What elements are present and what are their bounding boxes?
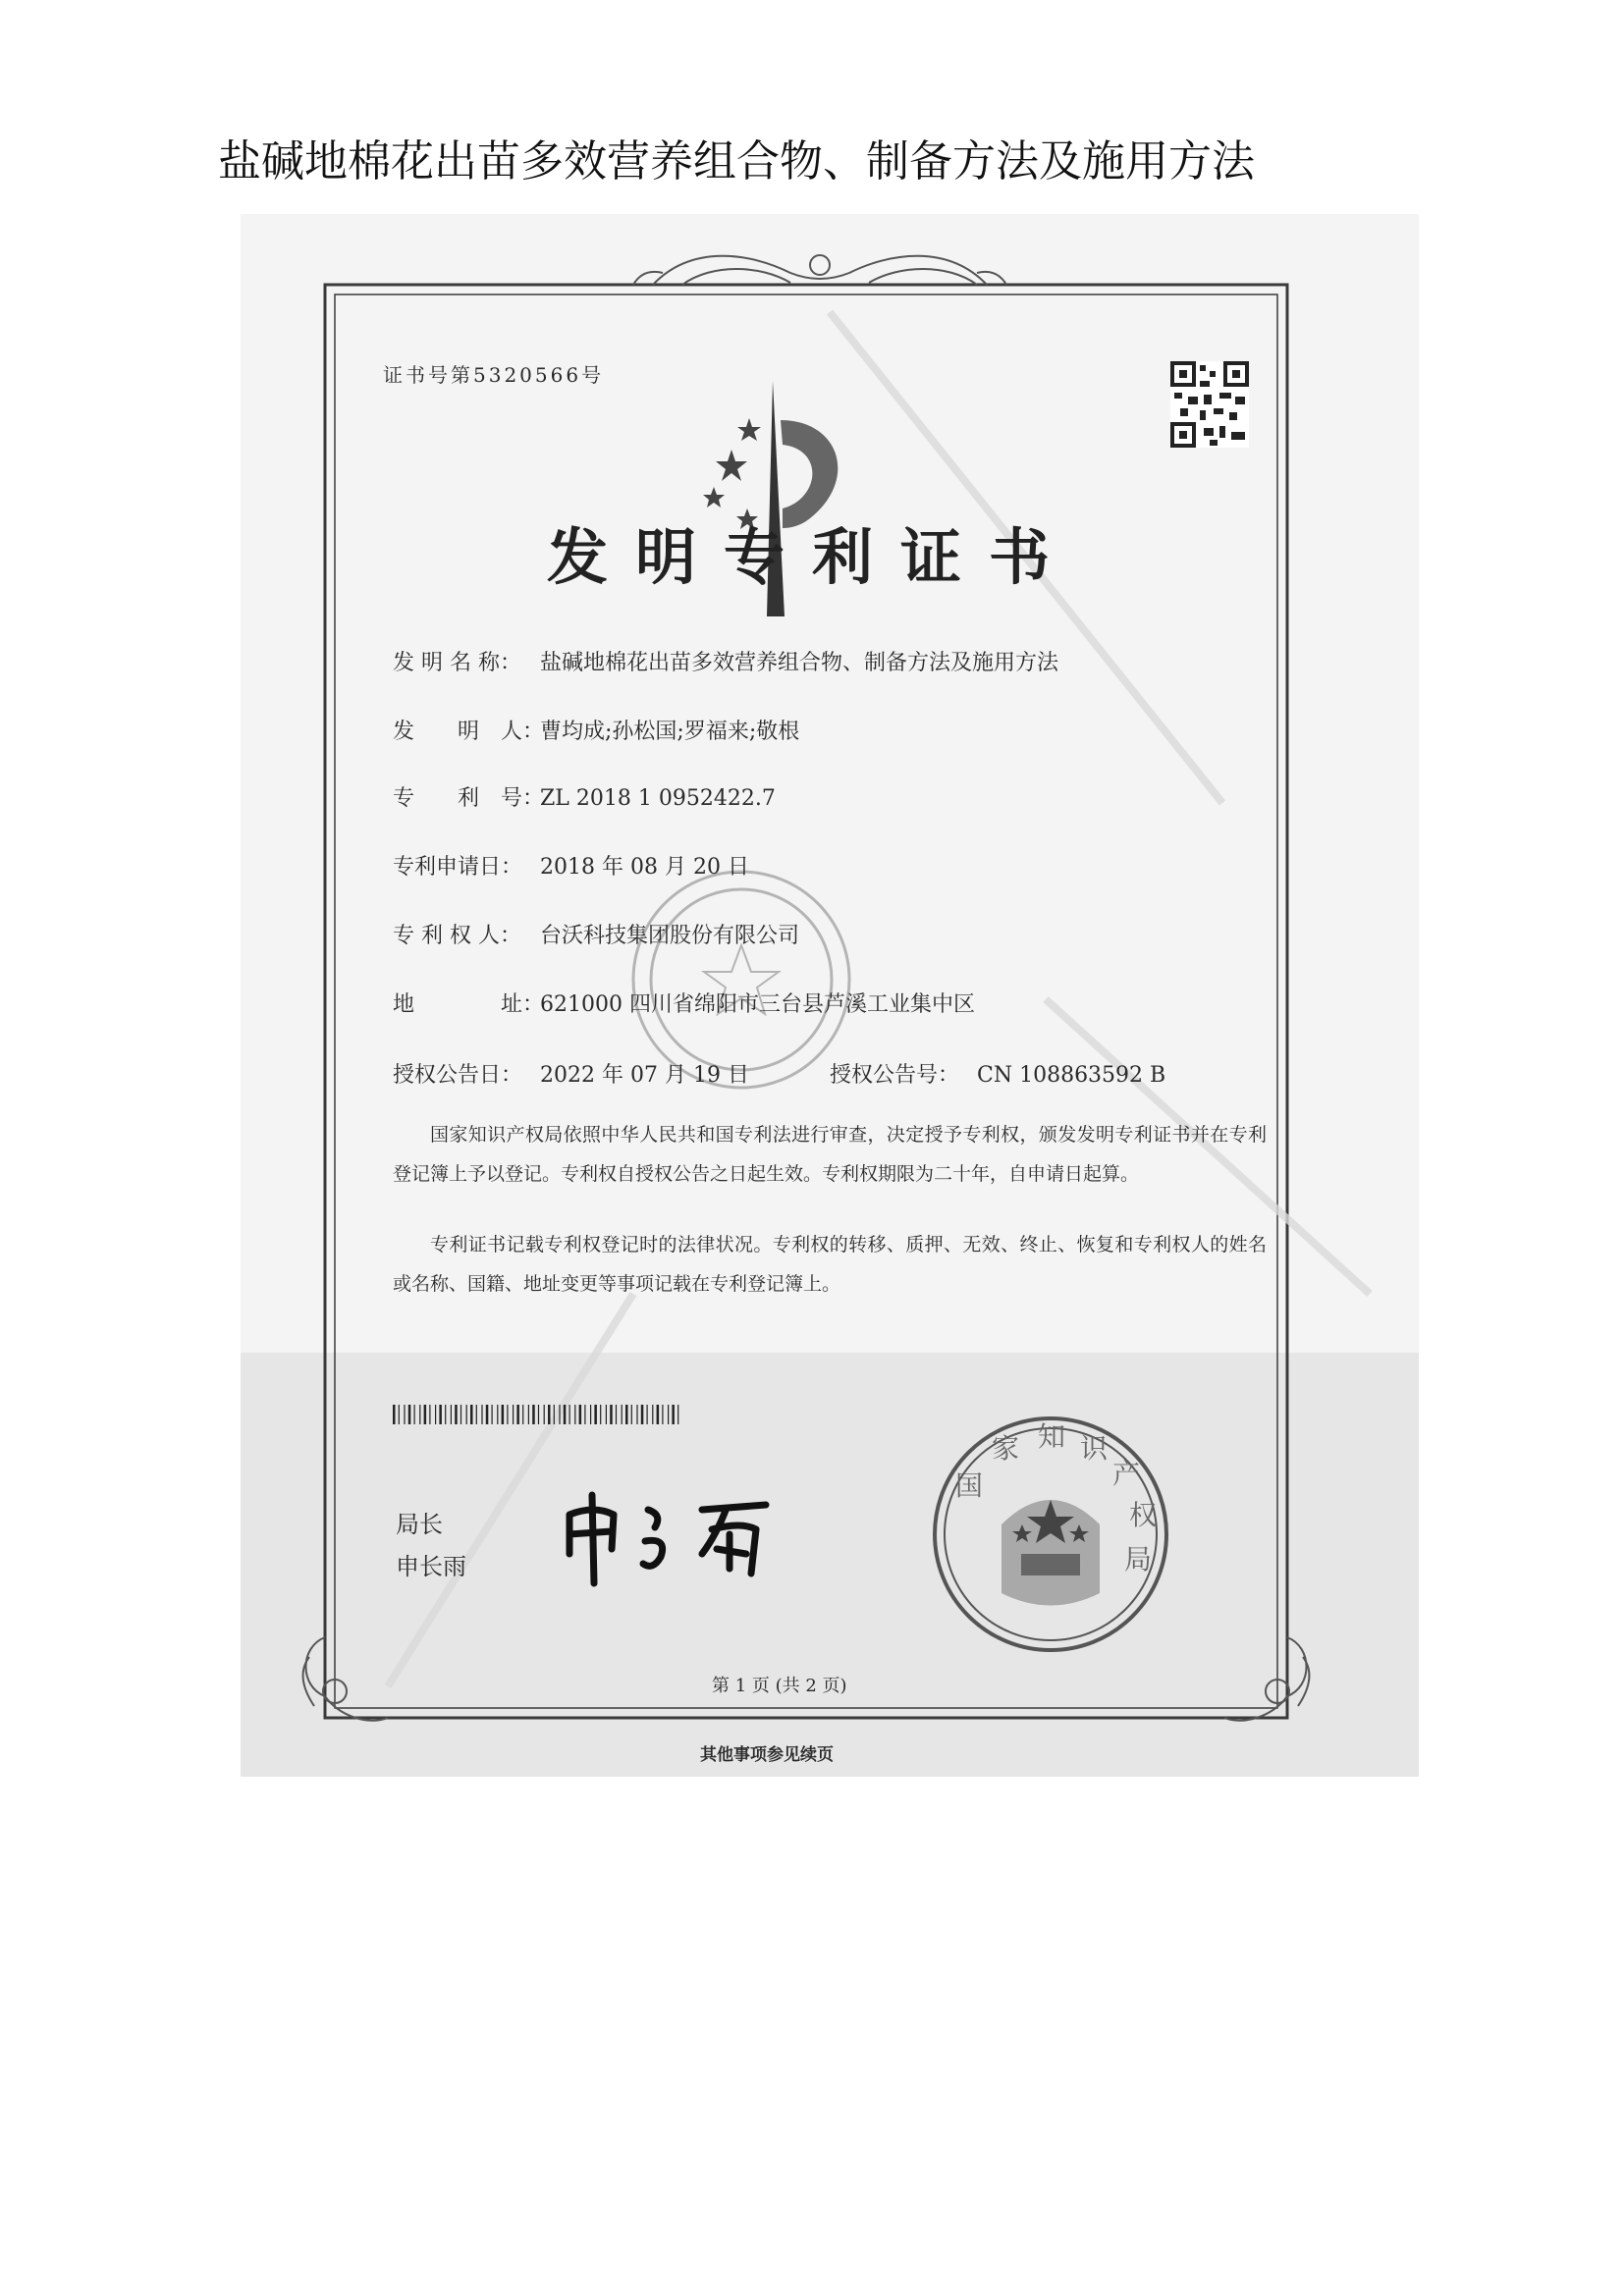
barcode-bar [497, 1405, 498, 1424]
signatory-title: 局长 [396, 1511, 443, 1538]
barcode-bar [439, 1405, 442, 1424]
barcode-bar [668, 1405, 669, 1424]
field-grant-date [393, 1058, 749, 1089]
barcode-bar [569, 1405, 570, 1424]
field-patent-holder [393, 919, 799, 949]
field-label: 专 利 号： [393, 786, 545, 811]
barcode-bar [460, 1405, 461, 1424]
barcode-bar [559, 1405, 560, 1424]
barcode-bar [445, 1405, 446, 1424]
field-value: 盐碱地棉花出苗多效营养组合物、制备方法及施用方法 [540, 651, 1059, 675]
barcode-bar [662, 1405, 663, 1424]
barcode-bar [476, 1405, 477, 1424]
barcode-bar [470, 1405, 473, 1424]
barcode-bar [516, 1405, 519, 1424]
barcode-bar [610, 1405, 613, 1424]
barcode-bar [600, 1405, 601, 1424]
barcode-bar [564, 1405, 567, 1424]
field-label: 专利申请日： [393, 855, 523, 880]
svg-text:权: 权 [1129, 1499, 1158, 1531]
barcode-bar [538, 1405, 539, 1424]
field-invention-title [393, 646, 1058, 676]
barcode-bar [606, 1405, 607, 1424]
barcode-bar [502, 1405, 504, 1424]
barcode-bar [631, 1405, 632, 1424]
barcode-bar [625, 1405, 628, 1424]
barcode-icon [393, 1405, 682, 1424]
certificate-heading: 发明专利证书 [547, 521, 1078, 593]
barcode-bar [451, 1405, 452, 1424]
footer-note: 其他事项参见续页 [700, 1745, 834, 1765]
barcode-bar [544, 1405, 545, 1424]
handwritten-signature-icon [555, 1480, 810, 1588]
barcode-bar [652, 1405, 653, 1424]
field-value: 曹均成;孙松国;罗福来;敬根 [540, 720, 800, 744]
barcode-bar [622, 1405, 623, 1424]
field-value: 台沃科技集团股份有限公司 [540, 924, 800, 948]
barcode-bar [532, 1405, 535, 1424]
field-value: ZL 2018 1 0952422.7 [540, 786, 776, 811]
svg-text:局: 局 [1124, 1543, 1153, 1575]
field-label: 专 利 权 人： [393, 924, 521, 948]
barcode-bar [424, 1405, 427, 1424]
signatory-name: 申长雨 [396, 1553, 466, 1580]
qr-code-icon [1170, 361, 1249, 448]
barcode-bar [672, 1405, 675, 1424]
barcode-bar [590, 1405, 591, 1424]
certificate-paragraph: 国家知识产权局依照中华人民共和国专利法进行审查，决定授予专利权，颁发发明专利证书并在专利登记簿上予以登记。专利权自授权公告之日起生效。专利权期限为二十年，自申请日起算。 [393, 1124, 1267, 1185]
barcode-bar [641, 1405, 644, 1424]
document-title: 盐碱地棉花出苗多效营养组合物、制备方法及施用方法 [218, 136, 1255, 187]
field-value: 2018 年 08 月 20 日 [540, 855, 749, 880]
barcode-bar [584, 1405, 585, 1424]
field-label: 授权公告日： [393, 1063, 523, 1088]
barcode-bar [574, 1405, 575, 1424]
certificate-number: 证书号第5320566号 [383, 363, 605, 387]
barcode-bar [399, 1405, 400, 1424]
field-filing-date [393, 850, 749, 881]
field-label: 地 址： [393, 992, 545, 1017]
barcode-bar [636, 1405, 637, 1424]
barcode-bar [522, 1405, 523, 1424]
national-seal-icon [928, 1407, 1173, 1662]
barcode-bar [408, 1405, 411, 1424]
certificate-scan [241, 214, 1419, 1777]
barcode-bar [554, 1405, 555, 1424]
barcode-bar [647, 1405, 648, 1424]
certificate-paragraph: 专利证书记载专利权登记时的法律状况。专利权的转移、质押、无效、终止、恢复和专利权人的姓名或名称、国籍、地址变更等事项记载在专利登记簿上。 [393, 1234, 1267, 1295]
svg-text:产: 产 [1112, 1458, 1141, 1490]
barcode-bar [594, 1405, 597, 1424]
page-number: 第 1 页 (共 2 页) [712, 1676, 847, 1696]
field-label: 发 明 名 称： [393, 651, 521, 675]
barcode-bar [455, 1405, 458, 1424]
field-label: 发 明 人： [393, 720, 545, 744]
field-value: CN 108863592 B [977, 1063, 1166, 1088]
barcode-bar [466, 1405, 467, 1424]
svg-text:识: 识 [1080, 1432, 1109, 1465]
barcode-bar [492, 1405, 493, 1424]
field-address [393, 988, 975, 1018]
barcode-bar [404, 1405, 405, 1424]
barcode-bar [657, 1405, 660, 1424]
field-publication-number [830, 1058, 1165, 1089]
barcode-bar [616, 1405, 617, 1424]
barcode-bar [486, 1405, 489, 1424]
field-label: 授权公告号： [830, 1063, 960, 1088]
field-value: 2022 年 07 月 19 日 [540, 1063, 749, 1088]
barcode-bar [513, 1405, 514, 1424]
barcode-bar [435, 1405, 436, 1424]
barcode-bar [414, 1405, 415, 1424]
barcode-bar [579, 1405, 582, 1424]
barcode-bar [507, 1405, 508, 1424]
barcode-bar [419, 1405, 420, 1424]
field-patent-number [393, 781, 776, 812]
barcode-bar [548, 1405, 551, 1424]
barcode-bar [677, 1405, 678, 1424]
barcode-bar [393, 1405, 396, 1424]
barcode-bar [528, 1405, 529, 1424]
field-inventor [393, 715, 799, 745]
svg-text:知: 知 [1038, 1420, 1066, 1453]
barcode-bar [481, 1405, 482, 1424]
field-value: 621000 四川省绵阳市三台县芦溪工业集中区 [540, 992, 975, 1017]
barcode-bar [429, 1405, 430, 1424]
svg-text:家: 家 [992, 1432, 1020, 1465]
svg-text:国: 国 [955, 1469, 984, 1502]
